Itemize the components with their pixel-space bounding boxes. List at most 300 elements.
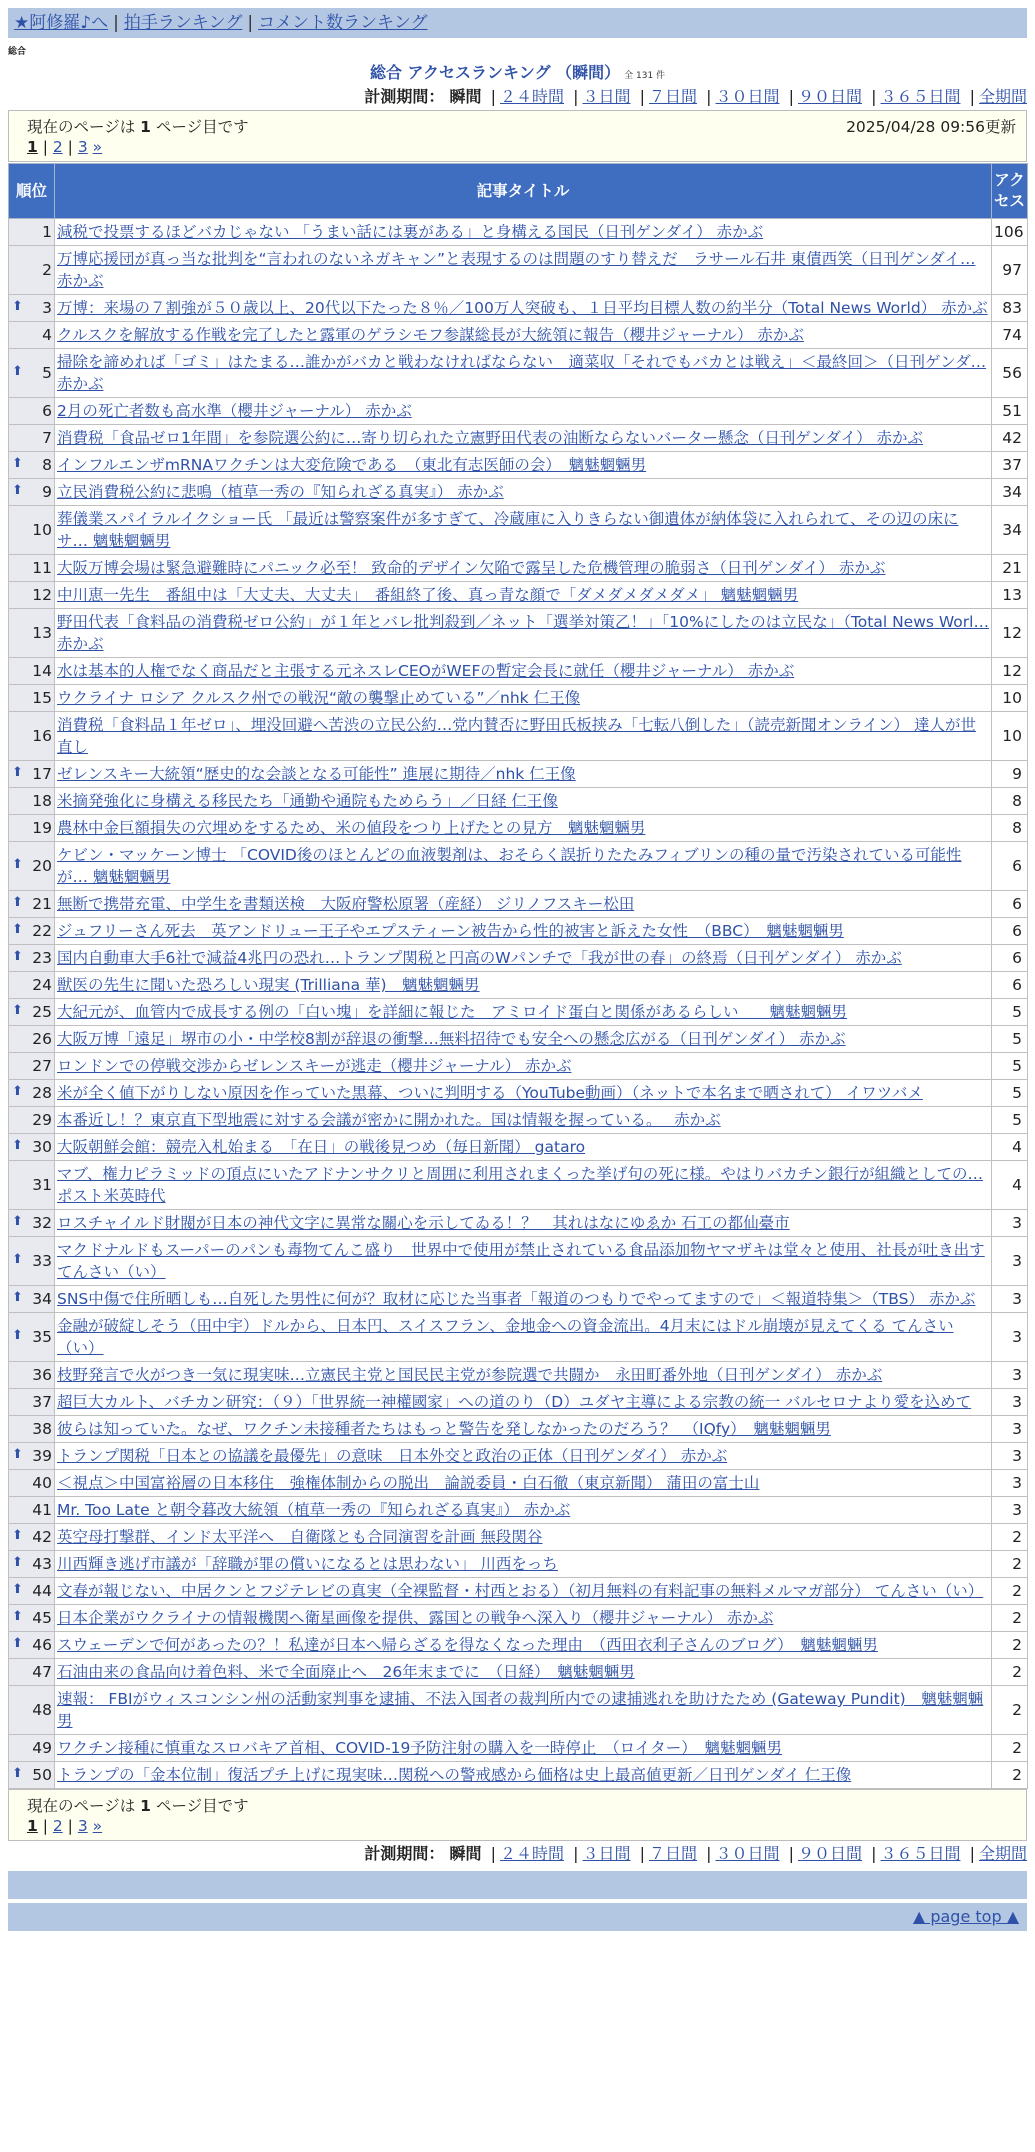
table-row — [9, 1735, 1028, 1762]
page-link-2[interactable]: 2 — [52, 138, 63, 156]
period-link-all[interactable]: 全期間 — [978, 87, 1027, 106]
rank-up-arrow-icon: ⬆ — [12, 1636, 23, 1651]
title-cell — [55, 1080, 992, 1107]
table-header-row — [9, 164, 1028, 219]
footer-bar — [8, 1903, 1027, 1931]
period-link-3d[interactable]: ３日間 — [582, 87, 631, 106]
period-link-365d[interactable]: ３６５日間 — [880, 87, 961, 106]
rank-cell — [9, 609, 55, 658]
period-link-7d[interactable]: ７日間 — [648, 87, 697, 106]
article-link[interactable]: 消費税「食料品１年ゼロ」、埋没回避へ苦渋の立民公約…党内賛否に野田氏板挟み「七転八倒した」（読売新聞オンライン） 達人が世直し — [57, 716, 976, 756]
period-current: 瞬間 — [449, 1844, 482, 1863]
rank-number: 47 — [32, 1663, 52, 1681]
table-row — [9, 582, 1028, 609]
rank-cell — [9, 349, 55, 398]
home-link[interactable]: ★阿修羅♪へ — [14, 13, 109, 33]
current-page-text: 現在のページは 1 ページ目です — [27, 118, 249, 136]
title-cell — [55, 1389, 992, 1416]
table-row — [9, 815, 1028, 842]
rank-number: 19 — [32, 819, 52, 837]
rank-cell — [9, 999, 55, 1026]
rank-number: 45 — [32, 1609, 52, 1627]
rank-number: 48 — [32, 1701, 52, 1719]
article-link[interactable]: 減税で投票するほどバカじゃない 「うまい話には裏がある」と身構える国民（日刊ゲンダイ） 赤かぶ — [57, 223, 764, 241]
rank-up-arrow-icon: ⬆ — [12, 765, 23, 780]
table-row — [9, 1389, 1028, 1416]
rank-number: 28 — [32, 1084, 52, 1102]
article-link[interactable]: 超巨大カルト、バチカン研究：（９）「世界統一神權國家」への道のり（D）ユダヤ主導による宗教の統一 バルセロナより愛を込めて — [57, 1393, 972, 1411]
article-link[interactable]: スウェーデンで何があったの？！私達が日本へ帰らざるを得なくなった理由 （西田衣利子さんのブログ） 魑魅魍魎男 — [57, 1636, 878, 1654]
pager-bottom — [8, 1789, 1027, 1841]
access-count: 3 — [992, 1362, 1028, 1389]
table-row — [9, 1416, 1028, 1443]
table-row — [9, 1578, 1028, 1605]
access-count: 5 — [992, 1026, 1028, 1053]
access-count: 97 — [992, 246, 1028, 295]
article-link[interactable]: 米が全く値下がりしない原因を作っていた黒幕、ついに判明する（YouTube動画）（ネットで本名まで晒されて） イワツバメ — [57, 1084, 923, 1102]
title-cell — [55, 1578, 992, 1605]
title-cell — [55, 1497, 992, 1524]
access-count: 3 — [992, 1286, 1028, 1313]
rank-cell — [9, 398, 55, 425]
rank-number: 41 — [32, 1501, 52, 1519]
title-cell — [55, 815, 992, 842]
title-cell — [55, 1659, 992, 1686]
rank-number: 33 — [32, 1252, 52, 1270]
title-cell — [55, 398, 992, 425]
rank-up-arrow-icon: ⬆ — [12, 1555, 23, 1570]
table-row — [9, 1605, 1028, 1632]
rank-cell — [9, 1551, 55, 1578]
page-current: 1 — [27, 138, 38, 156]
rank-number: 15 — [32, 689, 52, 707]
article-link[interactable]: 無断で携帯充電、中学生を書類送検 大阪府警松原署（産経） ジリノフスキー松田 — [57, 895, 635, 913]
rank-number: 17 — [32, 765, 52, 783]
rank-cell — [9, 1161, 55, 1210]
rank-up-arrow-icon: ⬆ — [12, 364, 23, 379]
title-cell — [55, 609, 992, 658]
rank-number: 20 — [32, 857, 52, 875]
title-cell — [55, 1686, 992, 1735]
period-label: 計測期間： — [364, 1844, 445, 1863]
period-link-365d[interactable]: ３６５日間 — [880, 1844, 961, 1863]
article-link[interactable]: 農林中金巨額損失の穴埋めをするため、米の値段をつり上げたとの見方 魑魅魍魎男 — [57, 819, 646, 837]
article-link[interactable]: 本番近し！？東京直下型地震に対する会議が密かに開かれた。国は情報を握っている。 赤かぶ — [57, 1111, 721, 1129]
period-current: 瞬間 — [449, 87, 482, 106]
table-row — [9, 945, 1028, 972]
table-row — [9, 1210, 1028, 1237]
article-link[interactable]: トランプの「金本位制」復活プチ上げに現実味…関税への警戒感から価格は史上最高値更新／日刊ゲンダイ 仁王像 — [57, 1766, 852, 1784]
title-cell — [55, 219, 992, 246]
title-cell — [55, 788, 992, 815]
period-link-7d[interactable]: ７日間 — [648, 1844, 697, 1863]
rank-number: 1 — [42, 223, 52, 241]
title-cell — [55, 1107, 992, 1134]
title-cell — [55, 1026, 992, 1053]
title-cell — [55, 322, 992, 349]
title-cell — [55, 1313, 992, 1362]
table-row — [9, 1470, 1028, 1497]
access-count: 3 — [992, 1237, 1028, 1286]
rank-up-arrow-icon: ⬆ — [12, 1766, 23, 1781]
rank-number: 8 — [42, 456, 52, 474]
period-link-24h[interactable]: ２４時間 — [499, 87, 564, 106]
table-row — [9, 999, 1028, 1026]
period-link-30d[interactable]: ３０日間 — [715, 87, 780, 106]
access-count: 2 — [992, 1686, 1028, 1735]
rank-number: 30 — [32, 1138, 52, 1156]
article-link[interactable]: ウクライナ ロシア クルスク州での戦況“敵の襲撃止めている”／nhk 仁王像 — [57, 689, 581, 707]
rank-cell — [9, 1237, 55, 1286]
access-count: 8 — [992, 788, 1028, 815]
rank-cell — [9, 1524, 55, 1551]
access-count: 12 — [992, 658, 1028, 685]
table-row — [9, 1686, 1028, 1735]
rank-number: 25 — [32, 1003, 52, 1021]
title-cell — [55, 999, 992, 1026]
title-cell — [55, 582, 992, 609]
rank-number: 38 — [32, 1420, 52, 1438]
category-label: 総合 — [8, 47, 27, 57]
article-link[interactable]: 枝野発言で火がつき一気に現実味…立憲民主党と国民民主党が参院選で共闘か 永田町番外地（日刊ゲンダイ） 赤かぶ — [57, 1366, 883, 1384]
period-link-30d[interactable]: ３０日間 — [715, 1844, 780, 1863]
article-link[interactable]: 獣医の先生に聞いた恐ろしい現実 (Trilliana 華) 魑魅魍魎男 — [57, 976, 480, 994]
rank-cell — [9, 1605, 55, 1632]
article-link[interactable]: 大阪朝鮮会館：競売入札始まる 「在日」の戦後見つめ（毎日新聞） gataro — [57, 1138, 586, 1156]
rank-number: 40 — [32, 1474, 52, 1492]
page-links: 1 | 2 | 3 » — [27, 1817, 103, 1835]
table-row — [9, 1286, 1028, 1313]
rank-cell — [9, 1416, 55, 1443]
nav-separator: | — [113, 13, 119, 33]
rank-up-arrow-icon: ⬆ — [12, 895, 23, 910]
rank-cell — [9, 1735, 55, 1762]
article-link[interactable]: 消費税「食品ゼロ1年間」を参院選公約に…寄り切られた立憲野田代表の油断ならないバーター懸念（日刊ゲンダイ） 赤かぶ — [57, 429, 924, 447]
rank-number: 46 — [32, 1636, 52, 1654]
rank-number: 23 — [32, 949, 52, 967]
footer-divider — [8, 1871, 1027, 1899]
rank-number: 26 — [32, 1030, 52, 1048]
title-cell — [55, 918, 992, 945]
title-cell — [55, 1735, 992, 1762]
access-count: 6 — [992, 842, 1028, 891]
rank-cell — [9, 452, 55, 479]
access-count: 13 — [992, 582, 1028, 609]
rank-number: 18 — [32, 792, 52, 810]
title-cell — [55, 1362, 992, 1389]
rank-cell — [9, 761, 55, 788]
article-link[interactable]: クルスクを解放する作戦を完了したと露軍のゲラシモフ参謀総長が大統領に報告（櫻井ジャーナル） 赤かぶ — [57, 326, 804, 344]
table-row — [9, 1524, 1028, 1551]
table-row — [9, 918, 1028, 945]
access-count: 83 — [992, 295, 1028, 322]
next-page-link[interactable]: » — [92, 1817, 103, 1835]
article-link[interactable]: 彼らは知っていた。なぜ、ワクチン未接種者たちはもっと警告を発しなかったのだろう？ （IQfy） 魑魅魍魎男 — [57, 1420, 831, 1438]
title-cell — [55, 1053, 992, 1080]
rank-cell — [9, 295, 55, 322]
title-cell — [55, 761, 992, 788]
article-link[interactable]: ＜視点＞中国富裕層の日本移住 強権体制からの脱出 論説委員・白石徹（東京新聞） 蒲田の富士山 — [57, 1474, 760, 1492]
access-count: 2 — [992, 1578, 1028, 1605]
article-link[interactable]: 2月の死亡者数も高水準（櫻井ジャーナル） 赤かぶ — [57, 402, 412, 420]
title-cell — [55, 1470, 992, 1497]
rank-cell — [9, 555, 55, 582]
article-link[interactable]: 野田代表「食料品の消費税ゼロ公約」が１年とバレ批判殺到／ネット「選挙対策乙！」「10%にしたのは立民な」（Total News Worl… 赤かぶ — [57, 613, 989, 653]
article-link[interactable]: 川西輝き逃げ市議が「辞職が罪の償いになるとは思わない」 川西をっち — [57, 1555, 558, 1573]
access-count: 2 — [992, 1735, 1028, 1762]
rank-number: 44 — [32, 1582, 52, 1600]
rank-cell — [9, 1578, 55, 1605]
table-row — [9, 1026, 1028, 1053]
article-link[interactable]: SNS中傷で住所晒しも…自死した男性に何が？取材に応じた当事者「報道のつもりでやってますので」＜報道特集＞（TBS） 赤かぶ — [57, 1290, 976, 1308]
rank-up-arrow-icon: ⬆ — [12, 1214, 23, 1229]
rank-number: 49 — [32, 1739, 52, 1757]
next-page-link[interactable]: » — [92, 138, 103, 156]
article-link[interactable]: ロンドンでの停戦交渉からゼレンスキーが逃走（櫻井ジャーナル） 赤かぶ — [57, 1057, 572, 1075]
access-count: 6 — [992, 891, 1028, 918]
article-link[interactable]: 石油由来の食品向け着色料、米で全面廃止へ 26年末までに （日経） 魑魅魍魎男 — [57, 1663, 635, 1681]
article-link[interactable]: 米摘発強化に身構える移民たち「通勤や通院もためらう」／日経 仁王像 — [57, 792, 558, 810]
access-count: 34 — [992, 506, 1028, 555]
table-row — [9, 788, 1028, 815]
rank-up-arrow-icon: ⬆ — [12, 1003, 23, 1018]
rank-number: 43 — [32, 1555, 52, 1573]
article-link[interactable]: Mr. Too Late と朝令暮改大統領（植草一秀の『知られざる真実』） 赤かぶ — [57, 1501, 571, 1519]
rank-cell — [9, 219, 55, 246]
article-link[interactable]: マブ、権力ピラミッドの頂点にいたアドナンサクリと周囲に利用されまくった挙げ句の死に様。やはりバカチン銀行が組織としての… ポスト米英時代 — [57, 1165, 983, 1205]
rank-cell — [9, 246, 55, 295]
table-row — [9, 1161, 1028, 1210]
rank-number: 6 — [42, 402, 52, 420]
article-link[interactable]: 掃除を諦めれば「ゴミ」はたまる…誰かがバカと戦わなければならない 適菜収「それでもバカとは戦え」＜最終回＞（日刊ゲンダ… 赤かぶ — [57, 353, 987, 393]
rank-cell — [9, 918, 55, 945]
article-link[interactable]: 速報： FBIがウィスコンシン州の活動家判事を逮捕、不法入国者の裁判所内での逮捕逃れを助けたため (Gateway Pundit) 魑魅魍魎男 — [57, 1690, 984, 1730]
table-row — [9, 712, 1028, 761]
title-cell — [55, 1605, 992, 1632]
rank-up-arrow-icon: ⬆ — [12, 1138, 23, 1153]
rank-up-arrow-icon: ⬆ — [12, 857, 23, 872]
rank-up-arrow-icon: ⬆ — [12, 1609, 23, 1624]
rank-cell — [9, 322, 55, 349]
rank-cell — [9, 1286, 55, 1313]
title-cell — [55, 1443, 992, 1470]
title-cell — [55, 1237, 992, 1286]
table-row — [9, 1443, 1028, 1470]
table-row — [9, 1551, 1028, 1578]
table-row — [9, 1313, 1028, 1362]
rank-cell — [9, 1313, 55, 1362]
rank-cell — [9, 1686, 55, 1735]
rank-number: 35 — [32, 1328, 52, 1346]
access-count: 34 — [992, 479, 1028, 506]
page-link-3[interactable]: 3 — [77, 1817, 88, 1835]
table-row — [9, 891, 1028, 918]
article-link[interactable]: マクドナルドもスーパーのパンも毒物てんこ盛り 世界中で使用が禁止されている食品添加物ヤマザキは堂々と使用、社長が吐き出す てんさい（い） — [57, 1241, 985, 1281]
rank-cell — [9, 1659, 55, 1686]
article-link[interactable]: ワクチン接種に慎重なスロバキア首相、COVID-19予防注射の購入を一時停止 （ロイター） 魑魅魍魎男 — [57, 1739, 782, 1757]
access-count: 3 — [992, 1416, 1028, 1443]
period-link-90d[interactable]: ９０日間 — [797, 1844, 862, 1863]
title-cell — [55, 479, 992, 506]
title-cell — [55, 425, 992, 452]
table-row — [9, 842, 1028, 891]
access-count: 21 — [992, 555, 1028, 582]
table-row — [9, 685, 1028, 712]
table-row — [9, 1237, 1028, 1286]
rank-number: 34 — [32, 1290, 52, 1308]
title-cell — [55, 842, 992, 891]
article-link[interactable]: 大阪万博会場は緊急避難時にパニック必至！ 致命的デザイン欠陥で露呈した危機管理の脆弱さ（日刊ゲンダイ） 赤かぶ — [57, 559, 886, 577]
rank-number: 36 — [32, 1366, 52, 1384]
rank-cell — [9, 1134, 55, 1161]
rank-number: 27 — [32, 1057, 52, 1075]
rank-up-arrow-icon: ⬆ — [12, 1290, 23, 1305]
article-link[interactable]: 日本企業がウクライナの情報機関へ衛星画像を提供、露国との戦争へ深入り（櫻井ジャーナル） 赤かぶ — [57, 1609, 774, 1627]
period-label: 計測期間： — [364, 87, 445, 106]
access-count: 2 — [992, 1605, 1028, 1632]
rank-cell — [9, 1497, 55, 1524]
article-link[interactable]: 金融が破綻しそう（田中宇）ドルから、日本円、スイスフラン、金地金への資金流出。4月末にはドル崩壊が見えてくる てんさい（い） — [57, 1317, 954, 1357]
table-row — [9, 1362, 1028, 1389]
article-link[interactable]: トランプ関税「日本との協議を最優先」の意味 日本外交と政治の正体（日刊ゲンダイ） 赤かぶ — [57, 1447, 728, 1465]
page-links: 1 | 2 | 3 » — [27, 138, 103, 156]
access-count: 10 — [992, 712, 1028, 761]
article-link[interactable]: 大紀元が、血管内で成長する例の「白い塊」を詳細に報じた アミロイド蛋白と関係があるらしい 魑魅魍魎男 — [57, 1003, 848, 1021]
rank-cell — [9, 506, 55, 555]
column-header-title: 記事タイトル — [55, 164, 992, 219]
rank-up-arrow-icon: ⬆ — [12, 922, 23, 937]
period-link-90d[interactable]: ９０日間 — [797, 87, 862, 106]
period-link-24h[interactable]: ２４時間 — [499, 1844, 564, 1863]
rank-cell — [9, 582, 55, 609]
rank-number: 31 — [32, 1176, 52, 1194]
access-count: 6 — [992, 972, 1028, 999]
rank-number: 39 — [32, 1447, 52, 1465]
rank-number: 24 — [32, 976, 52, 994]
table-row — [9, 479, 1028, 506]
rank-number: 50 — [32, 1766, 52, 1784]
rank-cell — [9, 1053, 55, 1080]
table-row — [9, 425, 1028, 452]
table-row — [9, 349, 1028, 398]
table-row — [9, 972, 1028, 999]
article-link[interactable]: ジュフリーさん死去 英アンドリュー王子やエプスティーン被告から性的被害と訴えた女性 （BBC） 魑魅魍魎男 — [57, 922, 844, 940]
article-link[interactable]: 万博：来場の７割強が５０歳以上、20代以下たった８％／100万人突破も、１日平均目標人数の約半分（Total News World） 赤かぶ — [57, 299, 988, 317]
rank-number: 32 — [32, 1214, 52, 1232]
table-row — [9, 506, 1028, 555]
rank-number: 29 — [32, 1111, 52, 1129]
title-cell — [55, 1210, 992, 1237]
rank-number: 2 — [42, 261, 52, 279]
rank-cell — [9, 1210, 55, 1237]
comment-ranking-link[interactable]: コメント数ランキング — [258, 13, 428, 33]
access-count: 2 — [992, 1551, 1028, 1578]
rank-number: 22 — [32, 922, 52, 940]
table-row — [9, 1080, 1028, 1107]
article-link[interactable]: インフルエンザmRNAワクチンは大変危険である （東北有志医師の会） 魑魅魍魎男 — [57, 456, 647, 474]
article-link[interactable]: 中川恵一先生 番組中は「大丈夫、大丈夫」 番組終了後、真っ青な顔で「ダメダメダメダメ」 魑魅魍魎男 — [57, 586, 799, 604]
rank-up-arrow-icon: ⬆ — [12, 1084, 23, 1099]
period-link-3d[interactable]: ３日間 — [582, 1844, 631, 1863]
rank-cell — [9, 891, 55, 918]
title-cell — [55, 1632, 992, 1659]
access-count: 3 — [992, 1497, 1028, 1524]
article-link[interactable]: 大阪万博「遠足」堺市の小・中学校8割が辞退の衝撃…無料招待でも安全への懸念広がる（日刊ゲンダイ） 赤かぶ — [57, 1030, 846, 1048]
rank-cell — [9, 479, 55, 506]
rank-cell — [9, 1107, 55, 1134]
table-row — [9, 1762, 1028, 1789]
article-link[interactable]: ケビン・マッケーン博士 「COVID後のほとんどの血液製剤は、おそらく誤折りたたみフィブリンの種の量で汚染されている可能性が… 魑魅魍魎男 — [57, 846, 962, 886]
page-current: 1 — [27, 1817, 38, 1835]
title-cell — [55, 1134, 992, 1161]
access-count: 3 — [992, 1389, 1028, 1416]
access-count: 2 — [992, 1524, 1028, 1551]
access-count: 5 — [992, 999, 1028, 1026]
title-cell — [55, 349, 992, 398]
table-row — [9, 1053, 1028, 1080]
period-link-all[interactable]: 全期間 — [978, 1844, 1027, 1863]
article-link[interactable]: 英空母打撃群、インド太平洋へ 自衛隊とも合同演習を計画 無段関谷 — [57, 1528, 543, 1546]
article-link[interactable]: 文春が報じない、中居クンとフジテレビの真実（全裸監督・村西とおる）（初月無料の有料記事の無料メルマガ部分） てんさい（い） — [57, 1582, 984, 1600]
title-cell — [55, 685, 992, 712]
column-header-rank: 順位 — [9, 164, 55, 219]
access-count: 4 — [992, 1134, 1028, 1161]
page-link-3[interactable]: 3 — [77, 138, 88, 156]
page-top-link[interactable]: ▲ page top ▲ — [912, 1907, 1019, 1926]
table-row — [9, 1659, 1028, 1686]
rank-cell — [9, 1389, 55, 1416]
access-count: 74 — [992, 322, 1028, 349]
title-cell — [55, 1161, 992, 1210]
page-link-2[interactable]: 2 — [52, 1817, 63, 1835]
title-cell — [55, 945, 992, 972]
table-row — [9, 246, 1028, 295]
article-link[interactable]: 万博応援団が真っ当な批判を“言われのないネガキャン”と表現するのは問題のすり替えだ ラサール石井 東債西笑（日刊ゲンダイ… 赤かぶ — [57, 250, 976, 290]
rank-cell — [9, 425, 55, 452]
article-link[interactable]: 立民消費税公約に悲鳴（植草一秀の『知られざる真実』） 赤かぶ — [57, 483, 504, 501]
article-link[interactable]: ロスチャイルド財閥が日本の神代文字に異常な關心を示してゐる！？ 其れはなにゆゑか 石工の都仙臺市 — [57, 1214, 790, 1232]
period-selector-bottom: 計測期間： 瞬間 | ２４時間 | ３日間 | ７日間 | ３０日間 | ９０日間 | ３６５日間 | 全期間 — [364, 1844, 1027, 1863]
table-row — [9, 555, 1028, 582]
article-link[interactable]: 葬儀業スパイラルイクショー氏 「最近は警察案件が多すぎて、冷蔵庫に入りきらない御遺体が納体袋に入れられて、その辺の床にサ… 魑魅魍魎男 — [57, 510, 959, 550]
access-count: 8 — [992, 815, 1028, 842]
table-row — [9, 295, 1028, 322]
access-count: 106 — [992, 219, 1028, 246]
title-cell — [55, 295, 992, 322]
column-header-count: アクセス — [992, 164, 1028, 219]
access-count: 56 — [992, 349, 1028, 398]
article-link[interactable]: 水は基本的人権でなく商品だと主張する元ネスレCEOがWEFの暫定会長に就任（櫻井ジャーナル） 赤かぶ — [57, 662, 795, 680]
rank-number: 4 — [42, 326, 52, 344]
article-link[interactable]: ゼレンスキー大統領“歴史的な会談となる可能性” 進展に期待／nhk 仁王像 — [57, 765, 576, 783]
access-count: 5 — [992, 1080, 1028, 1107]
rank-number: 9 — [42, 483, 52, 501]
access-count: 5 — [992, 1053, 1028, 1080]
rank-up-arrow-icon: ⬆ — [12, 483, 23, 498]
access-count: 3 — [992, 1313, 1028, 1362]
article-link[interactable]: 国内自動車大手6社で減益4兆円の恐れ…トランプ関税と円高のWパンチで「我が世の春」の終焉（日刊ゲンダイ） 赤かぶ — [57, 949, 902, 967]
rank-up-arrow-icon: ⬆ — [12, 456, 23, 471]
rank-number: 14 — [32, 662, 52, 680]
rank-number: 42 — [32, 1528, 52, 1546]
title-cell — [55, 1524, 992, 1551]
clap-ranking-link[interactable]: 拍手ランキング — [123, 13, 243, 33]
rank-number: 3 — [42, 299, 52, 317]
rank-cell — [9, 788, 55, 815]
access-count: 6 — [992, 945, 1028, 972]
access-count: 51 — [992, 398, 1028, 425]
access-count: 42 — [992, 425, 1028, 452]
